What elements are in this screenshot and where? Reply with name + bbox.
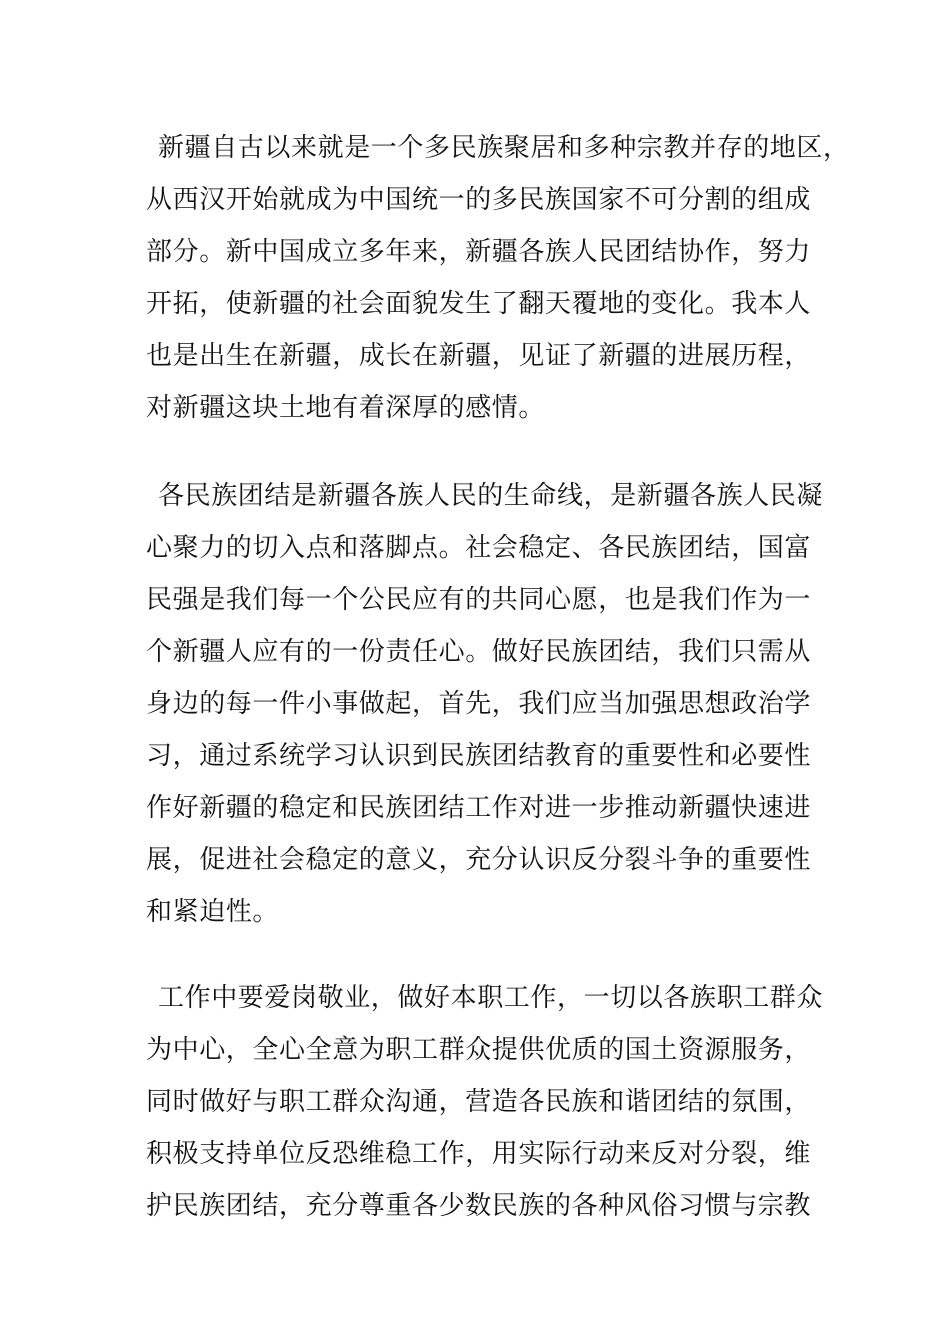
- paragraph-line: 护民族团结，充分尊重各少数民族的各种风俗习惯与宗教: [146, 1191, 812, 1221]
- paragraph-line: 对新疆这块土地有着深厚的感情。: [146, 393, 546, 423]
- paragraph-line: 习，通过系统学习认识到民族团结教育的重要性和必要性: [146, 741, 812, 771]
- paragraph-line: 新疆自古以来就是一个多民族聚居和多种宗教并存的地区，: [158, 133, 850, 163]
- paragraph-2: [146, 470, 823, 938]
- paragraph-line: 为中心，全心全意为职工群众提供优质的国土资源服务，: [146, 1035, 812, 1065]
- paragraph-line: 和紧迫性。: [146, 897, 280, 927]
- paragraph-1: [146, 122, 850, 434]
- paragraph-line: 民强是我们每一个公民应有的共同心愿，也是我们作为一: [146, 585, 812, 615]
- paragraph-line: 同时做好与职工群众沟通，营造各民族和谐团结的氛围，: [146, 1087, 812, 1117]
- paragraph-line: 开拓，使新疆的社会面貌发生了翻天覆地的变化。我本人: [146, 289, 812, 319]
- paragraph-line: 展，促进社会稳定的意义，充分认识反分裂斗争的重要性: [146, 845, 812, 875]
- paragraph-line: 作好新疆的稳定和民族团结工作对进一步推动新疆快速进: [146, 793, 812, 823]
- paragraph-line: 部分。新中国成立多年来，新疆各族人民团结协作，努力: [146, 237, 812, 267]
- paragraph-line: 个新疆人应有的一份责任心。做好民族团结，我们只需从: [146, 637, 812, 667]
- paragraph-line: 从西汉开始就成为中国统一的多民族国家不可分割的组成: [146, 185, 812, 215]
- paragraph-line: 积极支持单位反恐维稳工作，用实际行动来反对分裂，维: [146, 1139, 812, 1169]
- paragraph-3: [146, 972, 823, 1232]
- paragraph-line: 心聚力的切入点和落脚点。社会稳定、各民族团结，国富: [146, 533, 812, 563]
- paragraph-line: 也是出生在新疆，成长在新疆，见证了新疆的进展历程，: [146, 341, 812, 371]
- paragraph-line: 身边的每一件小事做起，首先，我们应当加强思想政治学: [146, 689, 812, 719]
- paragraph-line: 各民族团结是新疆各族人民的生命线，是新疆各族人民凝: [158, 481, 824, 511]
- paragraph-line: 工作中要爱岗敬业，做好本职工作，一切以各族职工群众: [158, 983, 824, 1013]
